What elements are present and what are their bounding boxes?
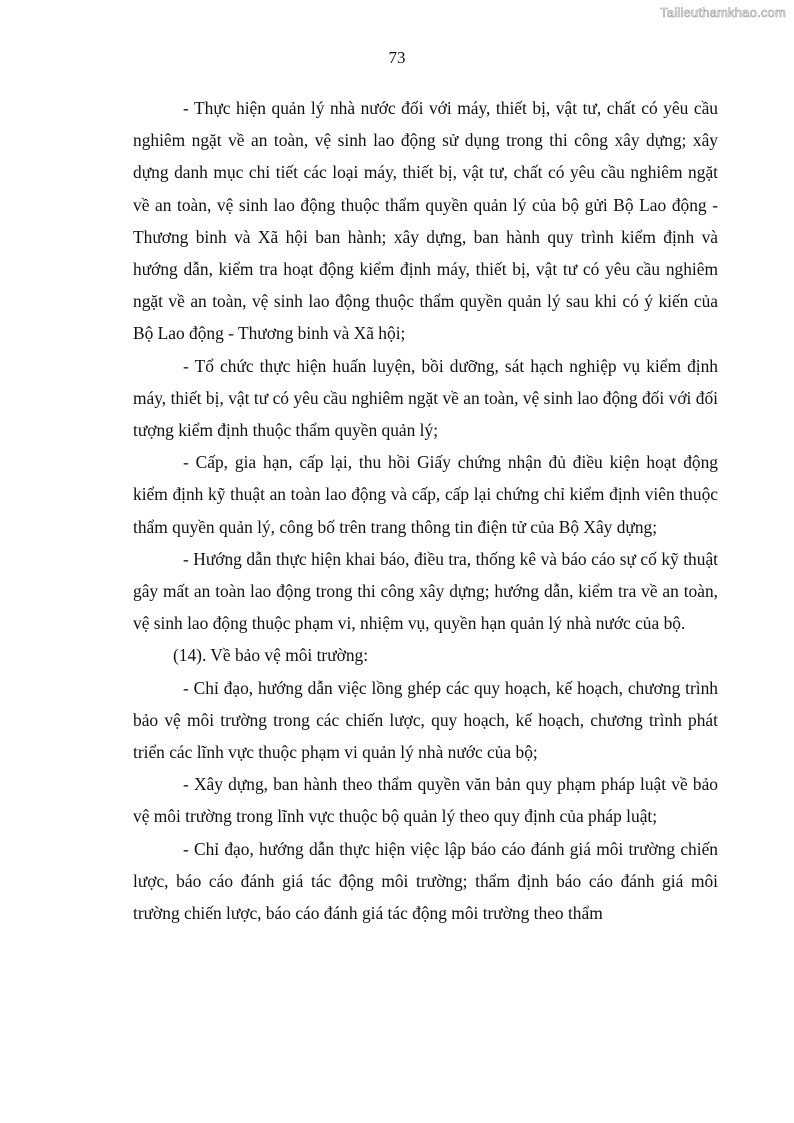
paragraph-training: - Tổ chức thực hiện huấn luyện, bồi dưỡng, sát hạch nghiệp vụ kiểm định máy, thiết bị, vật tư có yêu cầu nghiêm ngặt về an toàn, vệ sinh lao động đối với đối tượng kiểm định thuộc thẩm quyền quản lý; <box>133 355 718 441</box>
page-number: 73 <box>388 48 406 67</box>
paragraph-incident-reporting: - Hướng dẫn thực hiện khai báo, điều tra, thống kê và báo cáo sự cố kỹ thuật gây mất an toàn lao động trong thi công xây dựng; hướng dẫn, kiểm tra về an toàn, vệ sinh lao động thuộc phạm vi, nhiệm vụ, quyền hạn quản lý nhà nước của bộ. <box>133 548 718 634</box>
section-heading-environment: (14). Về bảo vệ môi trường: <box>173 645 369 666</box>
paragraph-legislation: - Xây dựng, ban hành theo thẩm quyền văn bản quy phạm pháp luật về bảo vệ môi trường trong lĩnh vực thuộc bộ quản lý theo quy định của pháp luật; <box>133 774 718 827</box>
paragraph-equipment-management: - Thực hiện quản lý nhà nước đối với máy, thiết bị, vật tư, chất có yêu cầu nghiêm ngặt về an toàn, vệ sinh lao động sử dụng trong thi công xây dựng; xây dựng danh mục chi tiết các loại máy, thiết bị, vật tư, chất có yêu cầu nghiêm ngặt về an toàn, vệ sinh lao động thuộc thẩm quyền quản lý của bộ gửi Bộ Lao động - Thương binh và Xã hội ban hành; xây dựng, ban hành quy trình kiểm định và hướng dẫn, kiểm tra hoạt động kiểm định máy, thiết bị, vật tư có yêu cầu nghiêm ngặt về an toàn, vệ sinh lao động thuộc thẩm quyền quản lý sau khi có ý kiến của Bộ Lao động - Thương binh và Xã hội; <box>133 98 718 344</box>
document-body <box>133 92 718 929</box>
watermark: Tailieuthamkhao.com <box>660 5 786 20</box>
paragraph-certification: - Cấp, gia hạn, cấp lại, thu hồi Giấy chứng nhận đủ điều kiện hoạt động kiểm định kỹ thuật an toàn lao động và cấp, cấp lại chứng chỉ kiểm định viên thuộc thẩm quyền quản lý, công bố trên trang thông tin điện tử của Bộ Xây dựng; <box>133 452 718 537</box>
paragraph-integration: - Chỉ đạo, hướng dẫn việc lồng ghép các quy hoạch, kế hoạch, chương trình bảo vệ môi trường trong các chiến lược, quy hoạch, kế hoạch, chương trình phát triển các lĩnh vực thuộc phạm vi quản lý nhà nước của bộ; <box>133 677 718 763</box>
paragraph-assessment: - Chỉ đạo, hướng dẫn thực hiện việc lập báo cáo đánh giá môi trường chiến lược, báo cáo đánh giá tác động môi trường; thẩm định báo cáo đánh giá môi trường chiến lược, báo cáo đánh giá tác động môi trường theo thẩm <box>133 838 718 924</box>
